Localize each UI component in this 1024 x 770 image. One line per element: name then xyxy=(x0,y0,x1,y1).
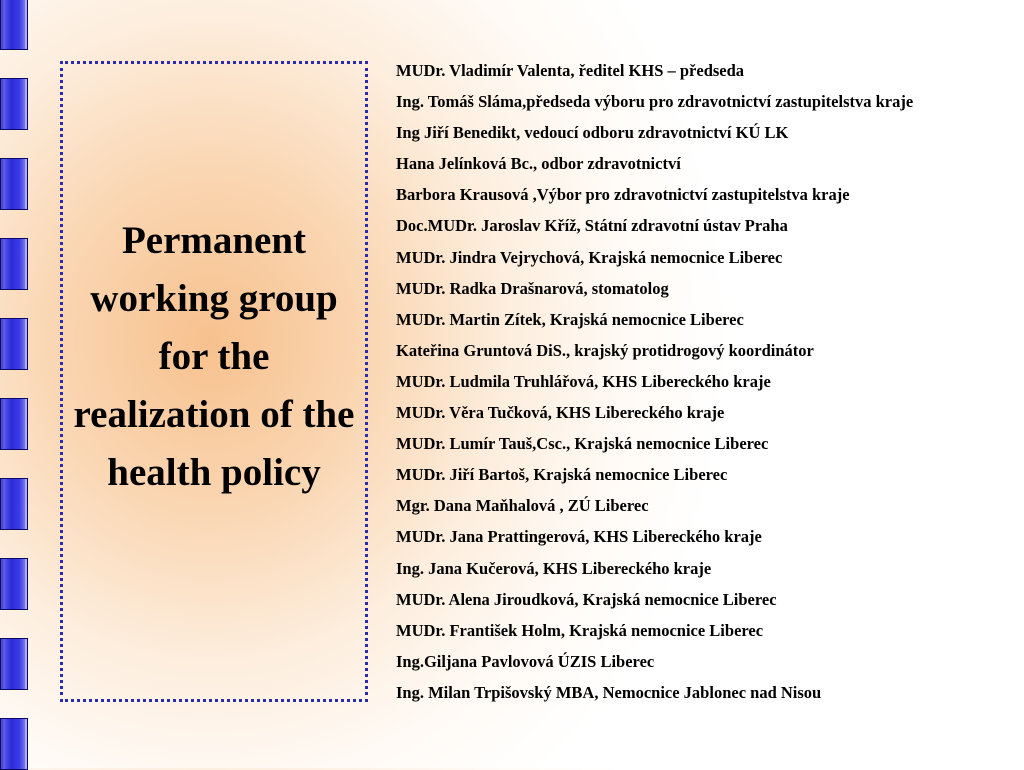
binder-tab xyxy=(0,318,28,370)
member-item: MUDr. Radka Drašnarová, stomatolog xyxy=(396,278,669,298)
member-item: MUDr. Věra Tučková, KHS Libereckého kraje xyxy=(396,403,725,423)
member-item: Ing. Milan Trpišovský MBA, Nemocnice Jablonec nad Nisou xyxy=(396,682,822,702)
member-item: Ing.Giljana Pavlovová ÚZIS Liberec xyxy=(396,651,655,671)
member-item: Hana Jelínková Bc., odbor zdravotnictví xyxy=(396,154,681,174)
title-frame xyxy=(60,61,368,702)
slide-title: Permanent working group for the realization of the health policy xyxy=(73,218,355,494)
member-item: Barbora Krausová ,Výbor pro zdravotnictví zastupitelstva kraje xyxy=(396,185,850,205)
binder-tab xyxy=(0,238,28,290)
binder-tab xyxy=(0,478,28,530)
binder-tab xyxy=(0,638,28,690)
binder-strip xyxy=(0,0,30,768)
binder-tab xyxy=(0,158,28,210)
member-item: Mgr. Dana Maňhalová , ZÚ Liberec xyxy=(396,496,649,516)
member-item: Kateřina Gruntová DiS., krajský protidrogový koordinátor xyxy=(396,340,814,360)
member-item: MUDr. Jana Prattingerová, KHS Libereckého kraje xyxy=(396,527,762,547)
member-list xyxy=(396,55,1021,708)
member-item: MUDr. Alena Jiroudková, Krajská nemocnice Liberec xyxy=(396,589,777,609)
member-item: MUDr. Jiří Bartoš, Krajská nemocnice Liberec xyxy=(396,465,728,485)
member-item: MUDr. Ludmila Truhlářová, KHS Libereckého kraje xyxy=(396,371,771,391)
member-item: MUDr. Jindra Vejrychová, Krajská nemocnice Liberec xyxy=(396,247,783,267)
member-item: Ing. Tomáš Sláma,předseda výboru pro zdravotnictví zastupitelstva kraje xyxy=(396,92,914,112)
member-item: Ing Jiří Benedikt, vedoucí odboru zdravotnictví KÚ LK xyxy=(396,123,789,143)
binder-tab xyxy=(0,718,28,770)
binder-tab xyxy=(0,78,28,130)
binder-tab xyxy=(0,558,28,610)
binder-tab xyxy=(0,398,28,450)
member-item: Doc.MUDr. Jaroslav Kříž, Státní zdravotní ústav Praha xyxy=(396,216,788,236)
member-item: MUDr. František Holm, Krajská nemocnice Liberec xyxy=(396,620,764,640)
member-item: Ing. Jana Kučerová, KHS Libereckého kraje xyxy=(396,558,712,578)
binder-tab xyxy=(0,0,28,50)
member-item: MUDr. Lumír Tauš,Csc., Krajská nemocnice Liberec xyxy=(396,434,769,454)
member-item: MUDr. Martin Zítek, Krajská nemocnice Liberec xyxy=(396,309,744,329)
member-item: MUDr. Vladimír Valenta, ředitel KHS – předseda xyxy=(396,61,745,80)
